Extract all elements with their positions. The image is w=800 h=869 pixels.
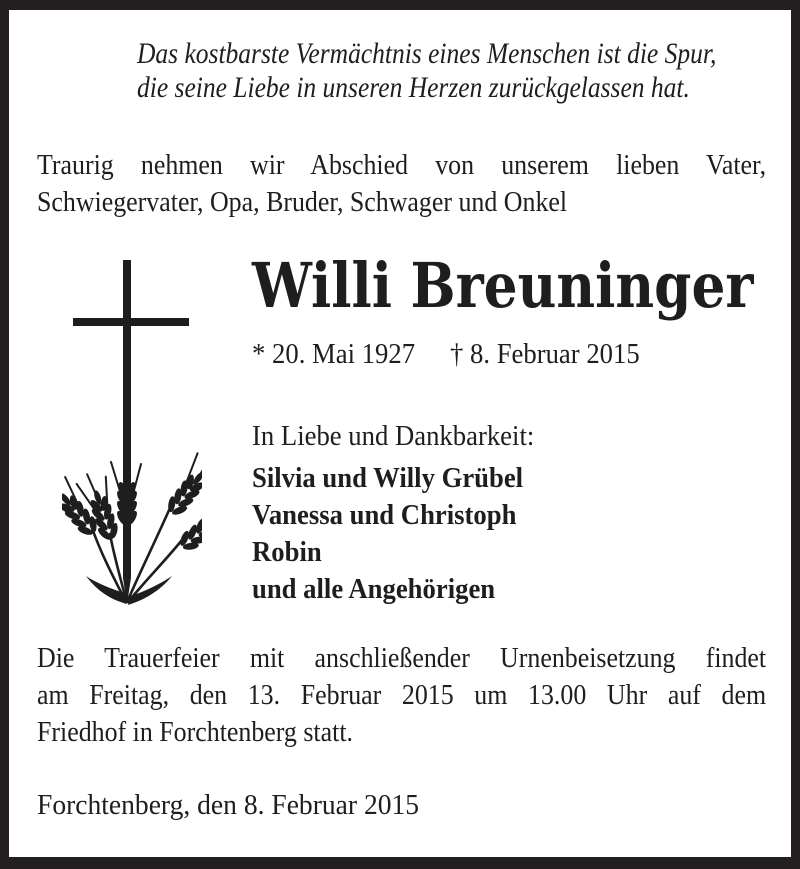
cross-with-wheat-icon [62, 256, 202, 606]
funeral-details [37, 640, 766, 751]
place-dateline: Forchtenberg, den 8. Februar 2015 [37, 789, 420, 821]
mourner-name: und alle Angehörigen [252, 573, 496, 605]
funeral-line: Die Trauerfeier mit anschließender Urnenbeisetzung findet [37, 642, 767, 674]
birth-date: * 20. Mai 1927 [252, 338, 416, 370]
epigraph-line: die seine Liebe in unseren Herzen zurückgelassen hat. [137, 71, 690, 104]
death-date: † 8. Februar 2015 [450, 338, 640, 370]
epigraph-line: Das kostbarste Vermächtnis eines Menschen ist die Spur, [137, 37, 717, 70]
mourners-list [252, 460, 547, 608]
mourner-name: Silvia und Willy Grübel [252, 462, 524, 494]
life-dates [252, 338, 640, 371]
mourner-name: Vanessa und Christoph [252, 499, 517, 531]
mourners-heading: In Liebe und Dankbarkeit: [252, 420, 535, 452]
funeral-line: am Freitag, den 13. Februar 2015 um 13.00 Uhr auf dem [37, 679, 767, 711]
deceased-name: Willi Breuninger [252, 249, 754, 322]
intro-text [37, 147, 766, 221]
funeral-line: Friedhof in Forchtenberg statt. [37, 716, 353, 748]
intro-line: Traurig nehmen wir Abschied von unserem lieben Vater, [37, 149, 767, 181]
intro-line: Schwiegervater, Opa, Bruder, Schwager und Onkel [37, 186, 568, 218]
mourner-name: Robin [252, 536, 322, 568]
epigraph [137, 37, 800, 105]
